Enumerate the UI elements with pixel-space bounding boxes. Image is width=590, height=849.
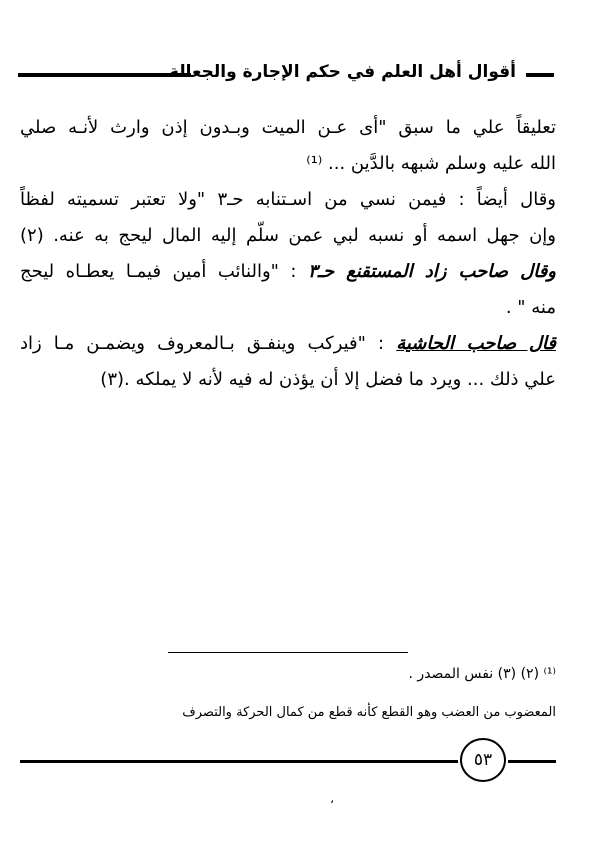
page-number: ٥٣ bbox=[460, 738, 506, 782]
paragraph-3-quote: : "والنائب أمين فيمـا يعطـاه ليحج bbox=[20, 261, 309, 282]
paragraph-4-line-2: علي ذلك ... ويرد ما فضل إلا أن يؤذن له فيه لأنه لا يملكه .(٣) bbox=[100, 369, 556, 390]
header-rule-right bbox=[526, 73, 554, 77]
paragraph-1-line-1: تعليقاً علي ما سبق "أى عـن الميت وبـدون إذن وارث لأنـه صلي bbox=[20, 117, 556, 138]
header-rule-left bbox=[18, 73, 191, 77]
footer-rule-right bbox=[508, 760, 556, 763]
footnote-2: المعضوب من العضب وهو القطع كأنه قطع من كمال الحركة والتصرف bbox=[182, 705, 556, 720]
main-text bbox=[20, 110, 556, 398]
bottom-mark: ، bbox=[330, 792, 334, 806]
speaker-al-hashiya: قال صاحب الحاشية bbox=[396, 333, 556, 354]
chapter-title: أقوال أهل العلم في حكم الإجارة والجعالة bbox=[168, 62, 516, 82]
footer-rule-left bbox=[20, 760, 458, 763]
page-footer bbox=[20, 738, 556, 788]
paragraph-4-line-1 bbox=[20, 326, 556, 362]
speaker-zad-al-mustaqni: وقال صاحب زاد المستقنع حـ٣ bbox=[308, 261, 557, 282]
footnote-1: ⁽¹⁾ (٢) (٣) نفس المصدر . bbox=[408, 666, 556, 682]
paragraph-2-line-2: وإن جهل اسمه أو نسبه لبي عمن سلّم إليه المال ليحج به عنه. (٢) bbox=[20, 225, 556, 246]
paragraph-3-line-2: منه " . bbox=[505, 297, 556, 318]
paragraph-3-line-1 bbox=[20, 254, 556, 290]
paragraph-1-line-2: الله عليه وسلم شبهه بالدَّين ... ⁽¹⁾ bbox=[306, 153, 556, 174]
paragraph-4-quote: : "فيركب وينفـق بـالمعروف ويضمـن مـا زاد bbox=[20, 333, 397, 354]
running-header bbox=[18, 62, 554, 90]
paragraph-2-line-1: وقال أيضاً : فيمن نسي من اسـتنابه حـ٣ "ولا تعتبر تسميته لفظاً bbox=[20, 189, 556, 210]
footnote-separator bbox=[168, 652, 408, 653]
